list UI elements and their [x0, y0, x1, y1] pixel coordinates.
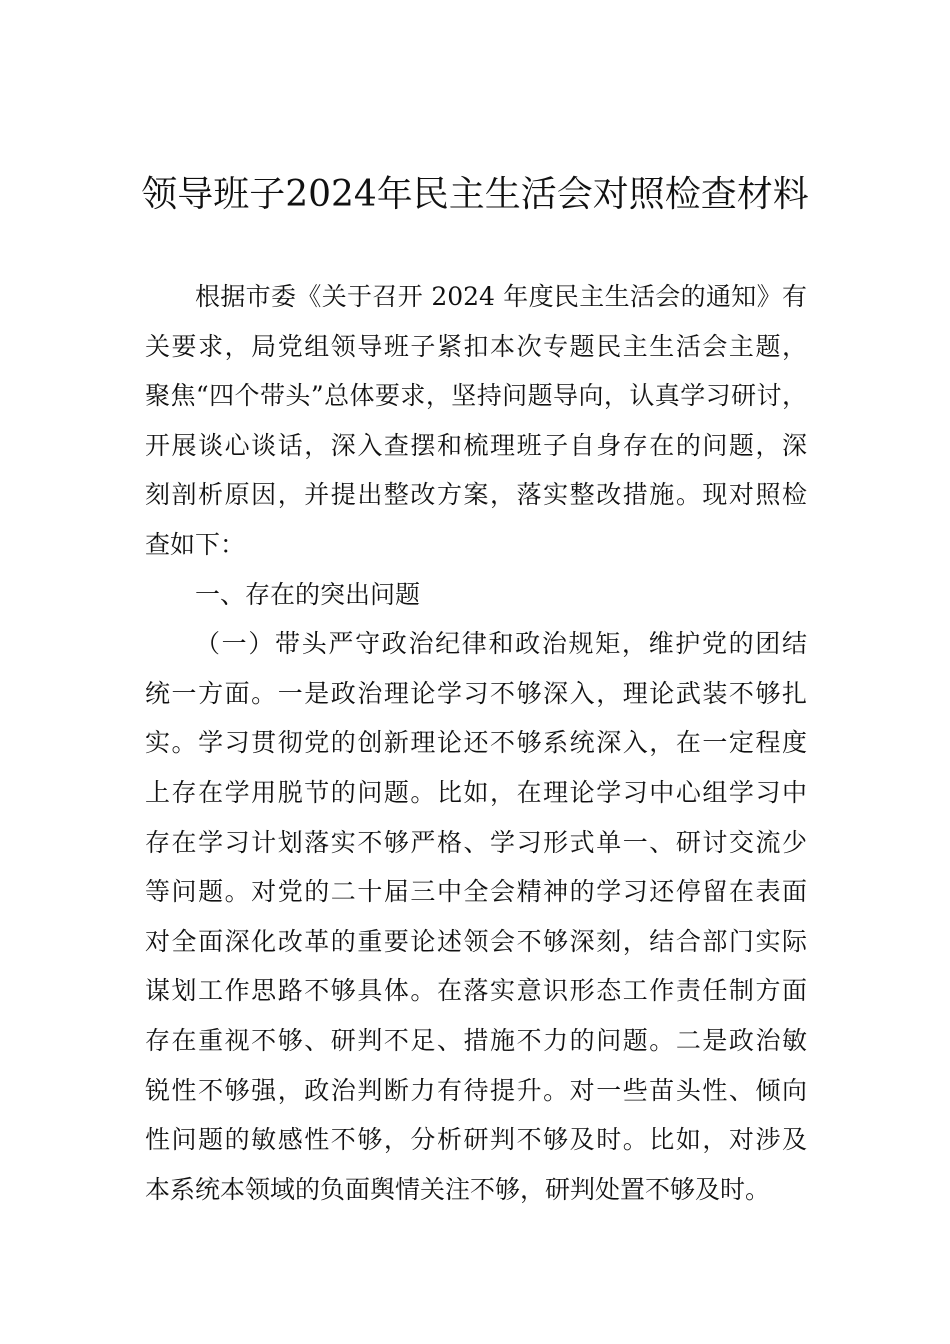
body-line: 开展谈心谈话，深入查摆和梳理班子自身存在的问题，深: [145, 430, 807, 460]
body-line: 本系统本领域的负面舆情关注不够，研判处置不够及时。: [145, 1174, 771, 1204]
document-title: 领导班子2024年民主生活会对照检查材料: [141, 174, 809, 215]
body-line: 存在学习计划落实不够严格、学习形式单一、研讨交流少: [145, 827, 807, 857]
body-line: 性问题的敏感性不够，分析研判不够及时。比如，对涉及: [145, 1125, 807, 1155]
body-line: 一、存在的突出问题: [195, 579, 421, 609]
body-line: 刻剖析原因，并提出整改方案，落实整改措施。现对照检: [145, 480, 807, 510]
body-line: （一）带头严守政治纪律和政治规矩，维护党的团结: [195, 629, 807, 659]
body-line: 查如下：: [145, 529, 246, 559]
body-line: 关要求，局党组领导班子紧扣本次专题民主生活会主题，: [145, 331, 807, 361]
body-line: 等问题。对党的二十届三中全会精神的学习还停留在表面: [145, 877, 807, 907]
body-line: 根据市委《关于召开 2024 年度民主生活会的通知》有: [195, 282, 807, 311]
body-line: 存在重视不够、研判不足、措施不力的问题。二是政治敏: [145, 1025, 807, 1055]
body-line: 统一方面。一是政治理论学习不够深入，理论武装不够扎: [145, 678, 807, 708]
body-line: 聚焦“四个带头”总体要求，坚持问题导向，认真学习研讨，: [145, 381, 807, 411]
body-line: 对全面深化改革的重要论述领会不够深刻，结合部门实际: [145, 926, 807, 956]
body-line: 实。学习贯彻党的创新理论还不够系统深入，在一定程度: [145, 728, 807, 758]
body-line: 上存在学用脱节的问题。比如，在理论学习中心组学习中: [145, 777, 807, 807]
body-line: 谋划工作思路不够具体。在落实意识形态工作责任制方面: [145, 976, 807, 1006]
body-line: 锐性不够强，政治判断力有待提升。对一些苗头性、倾向: [145, 1075, 807, 1105]
document-body: [145, 272, 807, 1214]
